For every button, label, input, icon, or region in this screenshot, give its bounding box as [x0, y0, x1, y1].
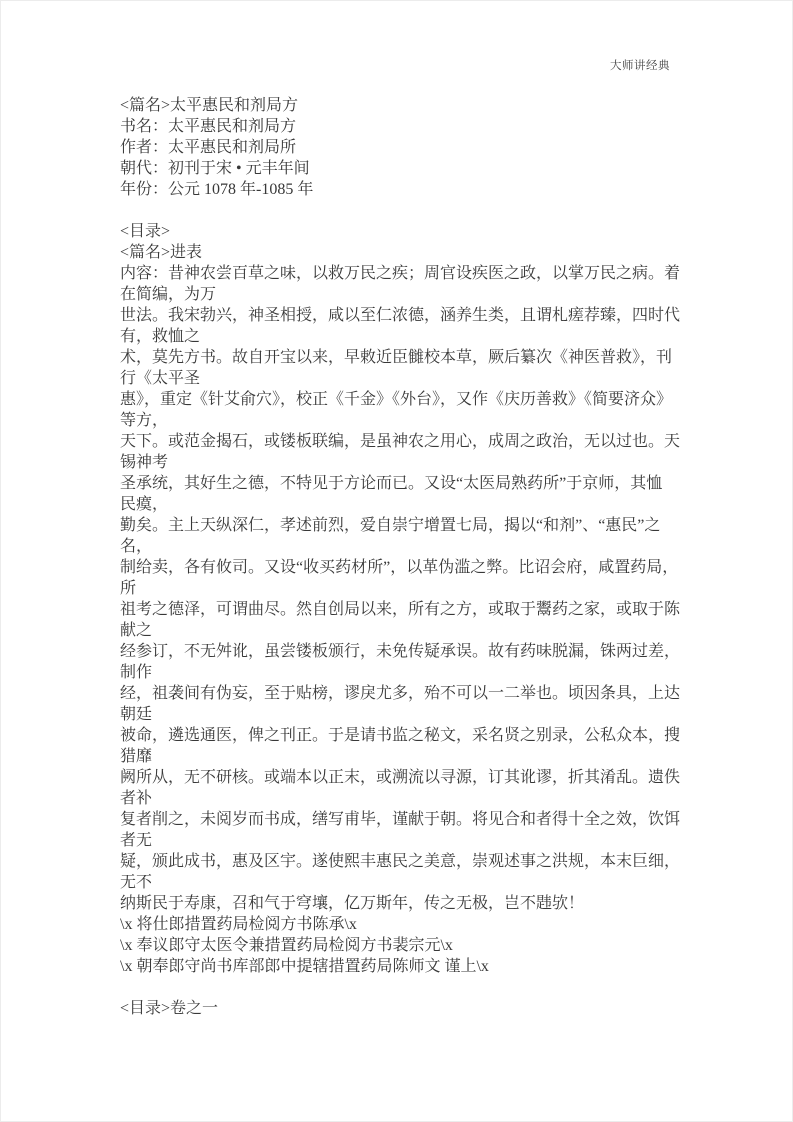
preface-line: 复者削之，未阅岁而书成，缮写甫毕，谨献于朝。将见合和者得十全之效，饮饵	[120, 811, 681, 828]
preface-line: 锡神考	[120, 454, 169, 471]
preface-line: 勤矣。主上天纵深仁，孝述前烈，爱自崇宁增置七局，揭以“和剂”、“惠民”之	[120, 517, 661, 534]
meta-line: 年份：公元 1078 年-1085 年	[120, 181, 314, 198]
meta-line: 作者：太平惠民和剂局所	[120, 139, 297, 156]
blank-line	[120, 200, 720, 221]
preface-line: 献之	[120, 622, 153, 639]
preface-line: 行《太平圣	[120, 370, 201, 387]
preface-line: 者无	[120, 832, 153, 849]
signature-line: \x 奉议郎守太医令兼措置药局检阅方书裴宗元\x	[120, 937, 453, 954]
meta-block	[120, 95, 720, 200]
preface-line: 等方，	[120, 412, 169, 429]
signature-line: \x 将仕郎措置药局检阅方书陈承\x	[120, 916, 357, 933]
preface-line: 经，祖袭间有伪妄，至于贴榜，谬戾尤多，殆不可以一二举也。顷因条具，上达	[120, 685, 681, 702]
footer-toc: <目录>卷之一	[120, 1000, 219, 1017]
preface-line: 制作	[120, 664, 153, 681]
preface-line: 圣承统，其好生之德，不特见于方论而已。又设“太医局熟药所”于京师，其恤	[120, 475, 663, 492]
meta-line: <篇名>太平惠民和剂局方	[120, 97, 299, 114]
text-area	[120, 95, 720, 1019]
signature-block	[120, 914, 720, 977]
preface-block	[120, 263, 720, 914]
preface-line: 朝廷	[120, 706, 153, 723]
preface-line: 经参订，不无舛讹，虽尝镂板颁行，未免传疑承误。故有药味脱漏，铢两过差，	[120, 643, 681, 660]
preface-line: 内容：昔神农尝百草之味，以救万民之疾；周官设疾医之政，以掌万民之病。着	[120, 265, 681, 282]
preface-line: 纳斯民于寿康，召和气于穹壤，亿万斯年，传之无极，岂不韪欤！	[120, 895, 585, 912]
preface-line: 被命，遴选通医，俾之刊正。于是请书监之秘文，采名贤之别录，公私众本，搜	[120, 727, 681, 744]
preface-line: 者补	[120, 790, 153, 807]
preface-line: 术，莫先方书。故自开宝以来，早敕近臣雠校本草，厥后纂次《神医普救》，刊	[120, 349, 673, 366]
meta-line: 朝代：初刊于宋 • 元丰年间	[120, 160, 310, 177]
preface-line: 在简编，为万	[120, 286, 217, 303]
preface-line: 世法。我宋勃兴，神圣相授，咸以至仁浓德，涵养生类，且谓札瘥荐臻，四时代	[120, 307, 681, 324]
preface-line: 有，救恤之	[120, 328, 201, 345]
meta-line: 书名：太平惠民和剂局方	[120, 118, 297, 135]
brand-header: 大师讲经典	[610, 60, 670, 72]
preface-line: 猎靡	[120, 748, 153, 765]
preface-line: 阙所从，无不研核。或端本以正末，或溯流以寻源，订其讹谬，折其淆乱。遗佚	[120, 769, 681, 786]
preface-line: 天下。或范金揭石，或镂板联编，是虽神农之用心，成周之政治，无以过也。天	[120, 433, 681, 450]
toc-marker: <目录>	[120, 223, 171, 240]
preface-line: 疑，颁此成书，惠及区宇。遂使熙丰惠民之美意，崇观述事之洪规，本末巨细，	[120, 853, 681, 870]
preface-line: 祖考之德泽，可谓曲尽。然自创局以来，所有之方，或取于鬻药之家，或取于陈	[120, 601, 681, 618]
preface-line: 民瘼，	[120, 496, 169, 513]
preface-line: 无不	[120, 874, 153, 891]
signature-line: \x 朝奉郎守尚书库部郎中提辖措置药局陈师文 谨上\x	[120, 958, 489, 975]
preface-line: 惠》，重定《针艾俞穴》，校正《千金》《外台》，又作《庆历善救》《简要济众》	[120, 391, 673, 408]
blank-line	[120, 977, 720, 998]
preface-line: 所	[120, 580, 137, 597]
preface-line: 名，	[120, 538, 153, 555]
preface-line: 制给卖，各有攸司。又设“收买药材所”，以革伪滥之弊。比诏会府，咸置药局，	[120, 559, 679, 576]
section-title: <篇名>进表	[120, 244, 203, 261]
